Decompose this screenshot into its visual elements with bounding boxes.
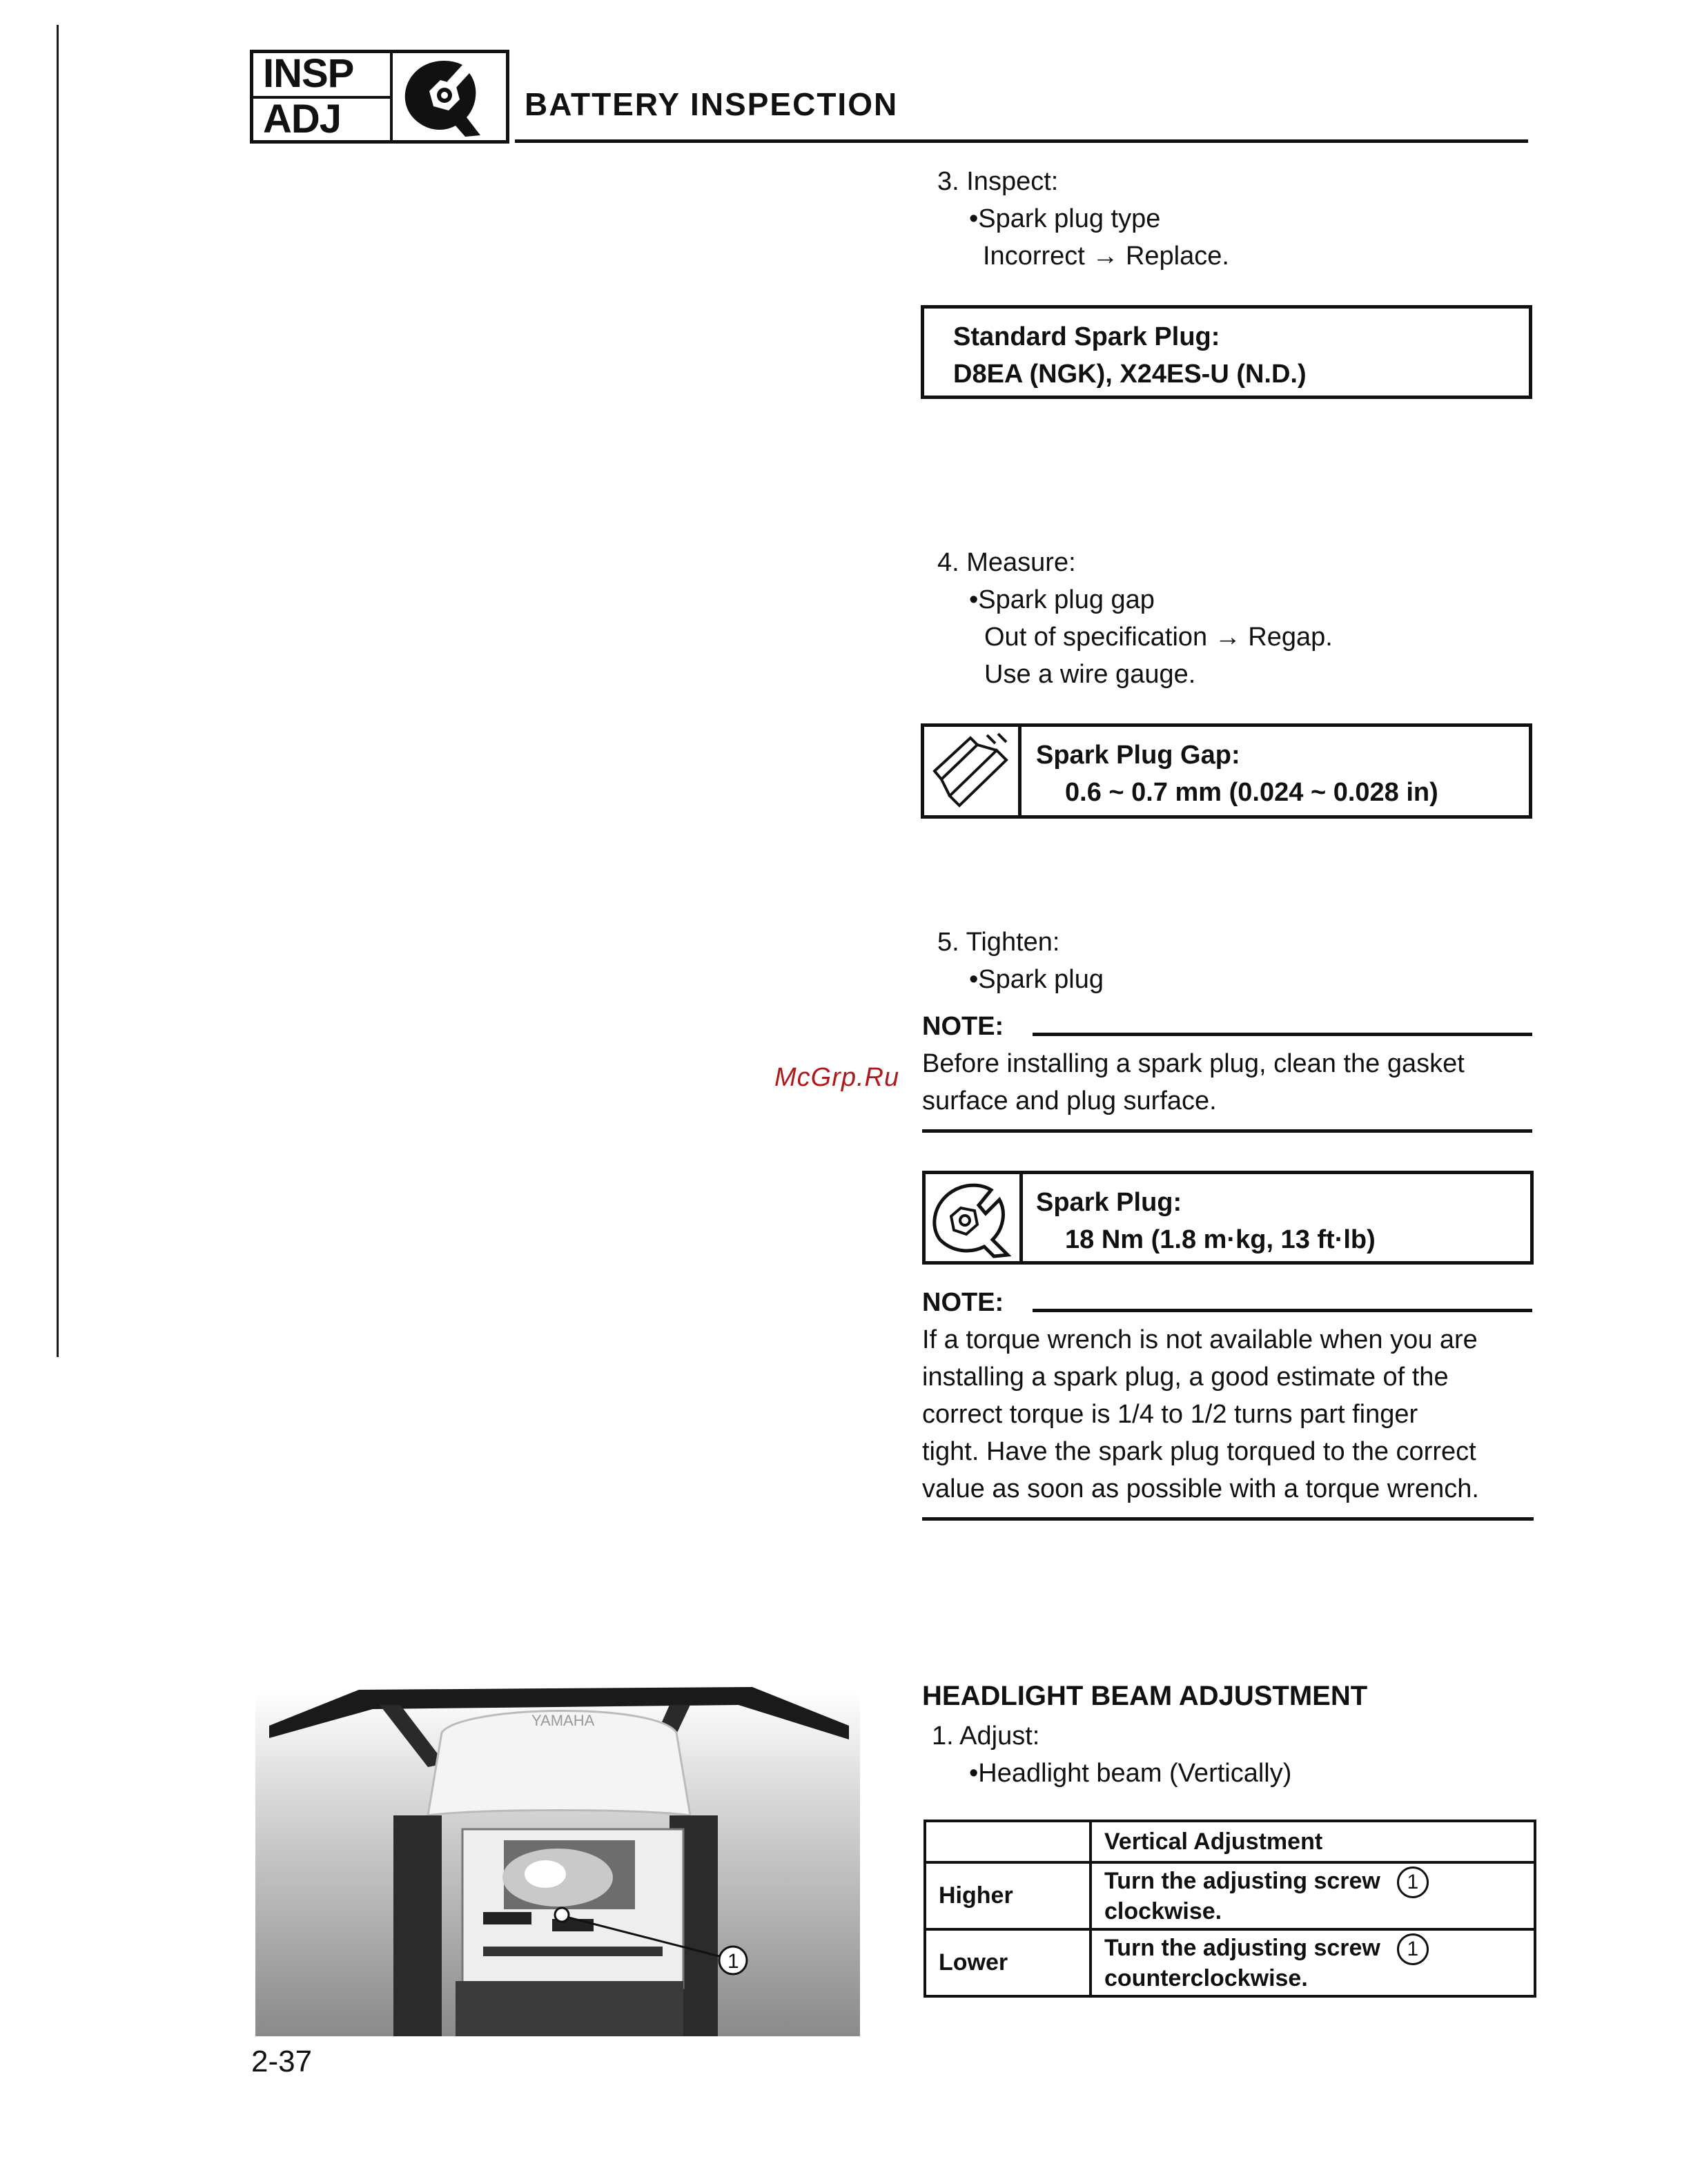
note1-label: NOTE: xyxy=(922,1012,1004,1041)
badge-insp-label: INSP xyxy=(253,53,390,99)
page-number: 2-37 xyxy=(251,2045,313,2078)
step4-detail2: Use a wire gauge. xyxy=(984,660,1196,689)
row-lower-instruction xyxy=(1091,1929,1535,1996)
row-lower-line2: counterclockwise. xyxy=(1104,1965,1308,1991)
headlight-step: 1. Adjust: xyxy=(932,1722,1040,1751)
badge-adj-label: ADJ xyxy=(263,97,342,142)
wrench-nut-icon xyxy=(393,53,506,140)
row-higher-label: Higher xyxy=(925,1862,1091,1929)
step4-bullet: •Spark plug gap xyxy=(969,585,1155,614)
note2-line1: If a torque wrench is not available when you are xyxy=(922,1325,1478,1354)
note2-line2: installing a spark plug, a good estimate of the xyxy=(922,1363,1449,1392)
note1-top-rule xyxy=(1033,1033,1532,1036)
vertical-adjustment-table xyxy=(923,1820,1536,1998)
insp-adj-badge xyxy=(250,50,509,144)
note1-line1: Before installing a spark plug, clean the gasket xyxy=(922,1049,1465,1078)
row-higher-instruction xyxy=(1091,1862,1535,1929)
headlight-title: HEADLIGHT BEAM ADJUSTMENT xyxy=(922,1681,1368,1711)
gap-spec-box xyxy=(921,723,1532,819)
step3-bullet: •Spark plug type xyxy=(969,204,1161,233)
row-higher-ref: 1 xyxy=(1397,1866,1429,1898)
gap-spec-label: Spark Plug Gap: xyxy=(1036,741,1240,770)
gap-spec-value: 0.6 ~ 0.7 mm (0.024 ~ 0.028 in) xyxy=(1065,778,1438,807)
page-title: BATTERY INSPECTION xyxy=(525,86,899,122)
step3-detail: Incorrect → Replace. xyxy=(983,242,1229,271)
header-rule xyxy=(515,139,1528,143)
note2-top-rule xyxy=(1033,1309,1532,1312)
headlight-photo xyxy=(255,1677,860,2036)
photo-callout-number: 1 xyxy=(727,1950,739,1973)
step5-bullet: •Spark plug xyxy=(969,965,1104,994)
note1-bottom-rule xyxy=(922,1129,1532,1133)
page-edge-line xyxy=(57,25,59,1357)
table-corner-cell xyxy=(925,1821,1091,1862)
step4-heading: 4. Measure: xyxy=(937,548,1076,577)
row-higher-line2: clockwise. xyxy=(1104,1898,1222,1924)
note2-bottom-rule xyxy=(922,1517,1534,1521)
step3-heading: 3. Inspect: xyxy=(937,167,1059,196)
note2-label: NOTE: xyxy=(922,1288,1004,1317)
note2-line5: value as soon as possible with a torque wrench. xyxy=(922,1474,1479,1503)
row-lower-line1: Turn the adjusting screw xyxy=(1104,1934,1380,1961)
spark-plug-spec-box xyxy=(921,305,1532,399)
note2-line4: tight. Have the spark plug torqued to the correct xyxy=(922,1437,1476,1466)
row-higher-line1: Turn the adjusting screw xyxy=(1104,1867,1380,1894)
table-row xyxy=(925,1929,1535,1996)
note2-line3: correct torque is 1/4 to 1/2 turns part finger xyxy=(922,1400,1418,1429)
photo-brand-text: YAMAHA xyxy=(531,1712,595,1729)
row-lower-label: Lower xyxy=(925,1929,1091,1996)
feeler-gauge-icon xyxy=(924,727,1022,815)
spark-plug-spec-label: Standard Spark Plug: xyxy=(953,322,1220,351)
torque-spec-value: 18 Nm (1.8 m·kg, 13 ft·lb) xyxy=(1065,1225,1376,1254)
table-row xyxy=(925,1862,1535,1929)
headlight-bullet: •Headlight beam (Vertically) xyxy=(969,1759,1292,1788)
watermark: McGrp.Ru xyxy=(774,1063,900,1092)
torque-spec-label: Spark Plug: xyxy=(1036,1188,1182,1217)
torque-wrench-icon xyxy=(926,1174,1023,1261)
torque-spec-box xyxy=(922,1171,1534,1265)
spark-plug-spec-value: D8EA (NGK), X24ES-U (N.D.) xyxy=(953,360,1307,389)
step5-heading: 5. Tighten: xyxy=(937,928,1060,957)
note1-line2: surface and plug surface. xyxy=(922,1086,1217,1115)
step4-detail1: Out of specification → Regap. xyxy=(984,623,1333,652)
row-lower-ref: 1 xyxy=(1397,1933,1429,1965)
badge-text xyxy=(253,53,393,140)
table-column-header: Vertical Adjustment xyxy=(1091,1821,1535,1862)
